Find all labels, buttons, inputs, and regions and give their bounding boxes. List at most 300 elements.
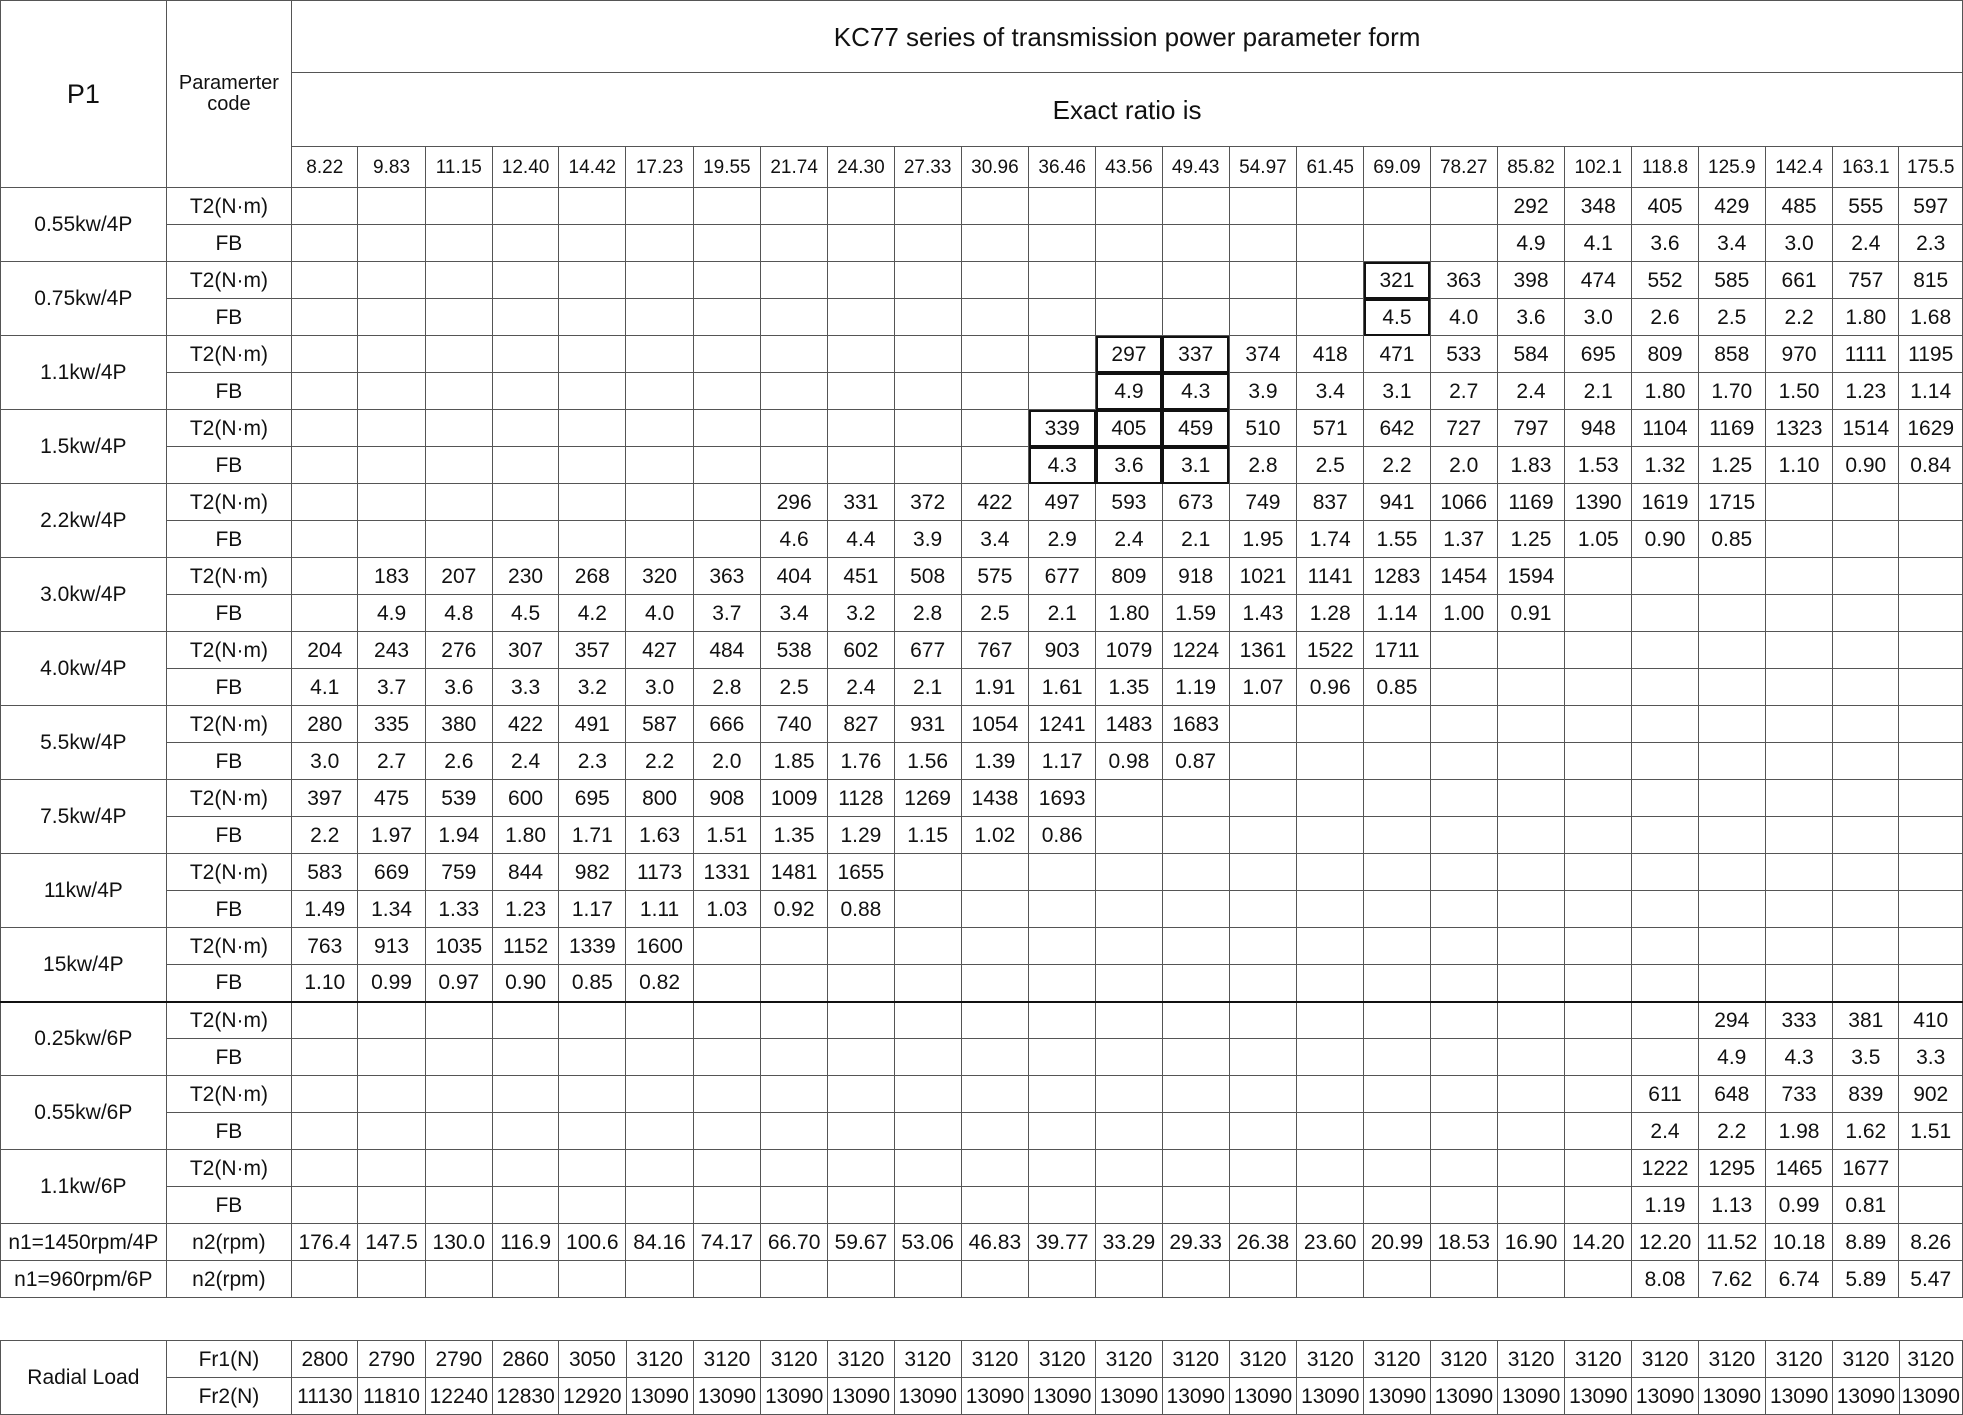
torque-cell <box>1899 558 1963 595</box>
service-factor-cell: 0.96 <box>1297 669 1364 706</box>
radial-load-fr2-cell: 12240 <box>425 1378 492 1415</box>
radial-load-fr1-cell: 3120 <box>693 1341 760 1378</box>
torque-cell <box>292 484 358 521</box>
output-speed-cell: 53.06 <box>894 1224 961 1261</box>
output-speed-cell <box>425 1261 492 1298</box>
torque-cell <box>559 484 626 521</box>
service-factor-cell <box>1297 1113 1364 1150</box>
service-factor-cell: 1.70 <box>1698 373 1765 410</box>
service-factor-cell <box>1497 669 1564 706</box>
service-factor-cell: 2.7 <box>1430 373 1497 410</box>
torque-cell <box>1698 854 1765 891</box>
torque-cell <box>1029 1076 1096 1113</box>
torque-cell <box>1229 706 1296 743</box>
service-factor-cell: 2.1 <box>1565 373 1632 410</box>
radial-load-fr1-cell: 3120 <box>1899 1341 1962 1378</box>
service-factor-cell <box>1632 1039 1698 1076</box>
torque-cell <box>1096 262 1162 299</box>
torque-cell <box>1632 780 1698 817</box>
service-factor-cell: 1.14 <box>1899 373 1963 410</box>
torque-cell: 484 <box>693 632 760 669</box>
torque-cell: 673 <box>1162 484 1229 521</box>
table-row <box>1 1150 1963 1187</box>
torque-cell <box>894 336 961 373</box>
service-factor-cell <box>1029 1113 1096 1150</box>
radial-load-fr1-cell: 3120 <box>1096 1341 1162 1378</box>
service-factor-cell: 4.5 <box>1364 299 1430 336</box>
service-factor-cell <box>492 1187 558 1224</box>
ratio-cell: 17.23 <box>626 147 693 188</box>
torque-cell <box>1565 928 1632 965</box>
torque-cell <box>1632 632 1698 669</box>
output-speed-cell: 18.53 <box>1430 1224 1497 1261</box>
service-factor-cell: 2.3 <box>1899 225 1963 262</box>
torque-cell: 539 <box>425 780 492 817</box>
torque-cell: 1361 <box>1229 632 1296 669</box>
radial-load-fr1-cell: 3120 <box>626 1341 693 1378</box>
service-factor-cell <box>693 521 760 558</box>
param-code-fb: FB <box>166 965 292 1002</box>
torque-cell <box>693 928 760 965</box>
service-factor-cell <box>1565 743 1632 780</box>
torque-cell: 1465 <box>1765 1150 1832 1187</box>
service-factor-cell <box>1096 965 1162 1002</box>
output-speed-cell <box>1162 1261 1229 1298</box>
torque-cell: 418 <box>1297 336 1364 373</box>
torque-cell <box>1096 780 1162 817</box>
param-code-t2: T2(N·m) <box>166 632 292 669</box>
torque-cell <box>1899 780 1963 817</box>
torque-cell: 552 <box>1632 262 1698 299</box>
service-factor-cell: 2.2 <box>626 743 693 780</box>
power-cell: 2.2kw/4P <box>1 484 167 558</box>
service-factor-cell <box>1565 669 1632 706</box>
radial-load-fr1-cell: 3120 <box>1162 1341 1229 1378</box>
service-factor-cell: 4.9 <box>1698 1039 1765 1076</box>
service-factor-cell <box>1698 669 1765 706</box>
torque-cell <box>1364 928 1430 965</box>
service-factor-cell <box>1364 1187 1430 1224</box>
service-factor-cell <box>492 1039 558 1076</box>
service-factor-cell <box>358 1113 425 1150</box>
service-factor-cell <box>492 225 558 262</box>
torque-cell <box>559 188 626 225</box>
ratio-cell: 175.5 <box>1899 147 1963 188</box>
param-code-t2: T2(N·m) <box>166 1002 292 1039</box>
torque-cell: 858 <box>1698 336 1765 373</box>
torque-cell: 331 <box>828 484 894 521</box>
radial-load-fr2-cell: 13090 <box>1565 1378 1632 1415</box>
service-factor-cell: 2.4 <box>1833 225 1899 262</box>
service-factor-cell: 1.35 <box>760 817 827 854</box>
param-code-fb: FB <box>166 373 292 410</box>
torque-cell <box>1833 928 1899 965</box>
service-factor-cell <box>1364 817 1430 854</box>
ratio-cell: 8.22 <box>292 147 358 188</box>
service-factor-cell <box>1162 1187 1229 1224</box>
service-factor-cell: 2.4 <box>1497 373 1564 410</box>
radial-load-fr1-cell: 3120 <box>1297 1341 1364 1378</box>
service-factor-cell: 3.0 <box>1765 225 1832 262</box>
torque-cell <box>1364 854 1430 891</box>
service-factor-cell <box>1565 595 1632 632</box>
torque-cell <box>1899 484 1963 521</box>
param-code-fb: FB <box>166 1113 292 1150</box>
service-factor-cell <box>1765 891 1832 928</box>
table-row <box>1 632 1963 669</box>
radial-load-fr1-cell: 3120 <box>828 1341 894 1378</box>
service-factor-cell: 2.5 <box>760 669 827 706</box>
param-code-fb: FB <box>166 817 292 854</box>
service-factor-cell <box>626 299 693 336</box>
service-factor-cell <box>1229 817 1296 854</box>
torque-cell <box>1229 188 1296 225</box>
service-factor-cell: 1.61 <box>1029 669 1096 706</box>
service-factor-cell: 2.8 <box>693 669 760 706</box>
output-speed-cell <box>292 1261 358 1298</box>
radial-load-fr1-cell: 2860 <box>492 1341 558 1378</box>
torque-cell: 809 <box>1632 336 1698 373</box>
torque-cell: 510 <box>1229 410 1296 447</box>
torque-cell <box>1297 780 1364 817</box>
parameter-code-header: Paramerter code <box>166 1 292 188</box>
ratio-cell: 11.15 <box>425 147 492 188</box>
service-factor-cell <box>961 299 1028 336</box>
output-speed-cell: 59.67 <box>828 1224 894 1261</box>
torque-cell <box>1430 632 1497 669</box>
service-factor-cell <box>1229 891 1296 928</box>
torque-cell <box>1833 854 1899 891</box>
service-factor-cell: 4.9 <box>358 595 425 632</box>
torque-cell <box>1765 558 1832 595</box>
torque-cell <box>1497 780 1564 817</box>
param-code-t2: T2(N·m) <box>166 410 292 447</box>
torque-cell: 268 <box>559 558 626 595</box>
torque-cell: 451 <box>828 558 894 595</box>
radial-load-fr2-cell: 13090 <box>1899 1378 1962 1415</box>
torque-cell: 1054 <box>961 706 1028 743</box>
service-factor-cell <box>626 1187 693 1224</box>
torque-cell: 733 <box>1765 1076 1832 1113</box>
torque-cell <box>961 336 1028 373</box>
power-cell: 0.55kw/6P <box>1 1076 167 1150</box>
output-speed-cell <box>1029 1261 1096 1298</box>
service-factor-cell: 2.9 <box>1029 521 1096 558</box>
service-factor-cell <box>961 1039 1028 1076</box>
radial-load-fr1-cell: 3050 <box>559 1341 626 1378</box>
table-title: KC77 series of transmission power parameter form <box>292 1 1963 73</box>
torque-cell <box>894 928 961 965</box>
torque-cell: 497 <box>1029 484 1096 521</box>
torque-cell <box>1029 1150 1096 1187</box>
torque-cell: 1522 <box>1297 632 1364 669</box>
torque-cell: 584 <box>1497 336 1564 373</box>
service-factor-cell <box>1565 965 1632 1002</box>
service-factor-cell <box>1899 891 1963 928</box>
torque-cell: 1066 <box>1430 484 1497 521</box>
output-speed-cell: 14.20 <box>1565 1224 1632 1261</box>
service-factor-cell: 3.0 <box>626 669 693 706</box>
radial-load-fr1-cell: 3120 <box>1766 1341 1833 1378</box>
torque-cell <box>1162 854 1229 891</box>
torque-cell <box>292 336 358 373</box>
torque-cell <box>1229 1002 1296 1039</box>
torque-cell <box>1430 780 1497 817</box>
radial-load-fr1-cell: 3120 <box>1698 1341 1765 1378</box>
torque-cell <box>1364 1076 1430 1113</box>
radial-load-fr2-cell: 13090 <box>1497 1378 1564 1415</box>
torque-cell: 348 <box>1565 188 1632 225</box>
service-factor-cell <box>1698 965 1765 1002</box>
service-factor-cell: 3.3 <box>492 669 558 706</box>
service-factor-cell <box>1364 1039 1430 1076</box>
radial-load-fr2-cell: 13090 <box>1029 1378 1096 1415</box>
torque-cell <box>1364 780 1430 817</box>
torque-cell <box>1096 188 1162 225</box>
torque-cell <box>1632 558 1698 595</box>
service-factor-cell <box>425 521 492 558</box>
param-code-fb: FB <box>166 669 292 706</box>
param-code-fb: FB <box>166 1187 292 1224</box>
service-factor-cell: 2.4 <box>828 669 894 706</box>
power-cell: 4.0kw/4P <box>1 632 167 706</box>
ratio-cell: 27.33 <box>894 147 961 188</box>
torque-cell: 669 <box>358 854 425 891</box>
torque-cell <box>1364 1002 1430 1039</box>
service-factor-cell: 1.80 <box>492 817 558 854</box>
radial-load-fr1-cell: 2790 <box>358 1341 425 1378</box>
service-factor-cell <box>1297 743 1364 780</box>
torque-cell: 593 <box>1096 484 1162 521</box>
output-speed-cell: 7.62 <box>1698 1261 1765 1298</box>
service-factor-cell <box>760 965 827 1002</box>
power-cell: 15kw/4P <box>1 928 167 1002</box>
service-factor-cell <box>1096 817 1162 854</box>
torque-cell: 230 <box>492 558 558 595</box>
service-factor-cell <box>425 225 492 262</box>
output-speed-cell: 8.08 <box>1632 1261 1698 1298</box>
service-factor-cell: 0.84 <box>1899 447 1963 484</box>
torque-cell <box>693 1076 760 1113</box>
service-factor-cell <box>492 373 558 410</box>
radial-load-fr2-cell: 13090 <box>761 1378 828 1415</box>
torque-cell <box>1029 188 1096 225</box>
radial-load-table <box>0 1340 1963 1415</box>
torque-cell <box>961 1002 1028 1039</box>
torque-cell <box>559 1002 626 1039</box>
table-row <box>1 1378 1963 1415</box>
torque-cell <box>1430 188 1497 225</box>
torque-cell: 398 <box>1497 262 1564 299</box>
service-factor-cell <box>1297 225 1364 262</box>
service-factor-cell <box>626 521 693 558</box>
service-factor-cell: 1.25 <box>1497 521 1564 558</box>
torque-cell <box>1162 1076 1229 1113</box>
service-factor-cell: 1.59 <box>1162 595 1229 632</box>
service-factor-cell: 1.19 <box>1632 1187 1698 1224</box>
torque-cell: 1128 <box>828 780 894 817</box>
service-factor-cell: 1.10 <box>292 965 358 1002</box>
torque-cell <box>492 262 558 299</box>
torque-cell <box>1497 854 1564 891</box>
service-factor-cell: 2.5 <box>1297 447 1364 484</box>
torque-cell <box>1162 262 1229 299</box>
service-factor-cell <box>760 373 827 410</box>
torque-cell: 471 <box>1364 336 1430 373</box>
service-factor-cell <box>1029 1039 1096 1076</box>
torque-cell: 1683 <box>1162 706 1229 743</box>
service-factor-cell <box>1765 521 1832 558</box>
service-factor-cell <box>626 1113 693 1150</box>
service-factor-cell <box>1833 965 1899 1002</box>
torque-cell <box>693 1002 760 1039</box>
table-row <box>1 373 1963 410</box>
output-speed-cell <box>1497 1261 1564 1298</box>
service-factor-cell <box>1430 1039 1497 1076</box>
torque-cell <box>1229 1150 1296 1187</box>
service-factor-cell: 2.5 <box>1698 299 1765 336</box>
torque-cell <box>626 262 693 299</box>
service-factor-cell: 0.92 <box>760 891 827 928</box>
table-row <box>1 1076 1963 1113</box>
service-factor-cell: 3.6 <box>1096 447 1162 484</box>
torque-cell: 948 <box>1565 410 1632 447</box>
service-factor-cell: 1.02 <box>961 817 1028 854</box>
service-factor-cell <box>1096 891 1162 928</box>
output-speed-cell: 130.0 <box>425 1224 492 1261</box>
output-speed-cell: 6.74 <box>1765 1261 1832 1298</box>
ratio-cell: 142.4 <box>1765 147 1832 188</box>
service-factor-cell: 3.0 <box>292 743 358 780</box>
torque-cell <box>626 1150 693 1187</box>
ratio-cell: 125.9 <box>1698 147 1765 188</box>
service-factor-cell: 0.91 <box>1497 595 1564 632</box>
service-factor-cell: 3.1 <box>1364 373 1430 410</box>
ratio-cell: 49.43 <box>1162 147 1229 188</box>
torque-cell: 1339 <box>559 928 626 965</box>
torque-cell <box>1162 1150 1229 1187</box>
service-factor-cell <box>1497 1113 1564 1150</box>
power-cell: 1.5kw/4P <box>1 410 167 484</box>
service-factor-cell: 3.7 <box>693 595 760 632</box>
torque-cell: 571 <box>1297 410 1364 447</box>
ratio-cell: 12.40 <box>492 147 558 188</box>
service-factor-cell: 0.97 <box>425 965 492 1002</box>
service-factor-cell <box>894 965 961 1002</box>
torque-cell <box>1497 1150 1564 1187</box>
torque-cell: 372 <box>894 484 961 521</box>
torque-cell: 902 <box>1899 1076 1963 1113</box>
torque-cell: 587 <box>626 706 693 743</box>
service-factor-cell: 1.55 <box>1364 521 1430 558</box>
torque-cell: 800 <box>626 780 693 817</box>
service-factor-cell <box>828 965 894 1002</box>
service-factor-cell: 1.74 <box>1297 521 1364 558</box>
radial-load-label: Radial Load <box>1 1341 167 1415</box>
torque-cell <box>760 262 827 299</box>
torque-cell <box>1297 1150 1364 1187</box>
radial-load-fr2-cell: 13090 <box>1766 1378 1833 1415</box>
output-speed-cell: 8.89 <box>1833 1224 1899 1261</box>
torque-cell <box>1565 1150 1632 1187</box>
service-factor-cell <box>693 299 760 336</box>
service-factor-cell: 1.97 <box>358 817 425 854</box>
service-factor-cell: 1.51 <box>1899 1113 1963 1150</box>
table-row <box>1 595 1963 632</box>
torque-cell: 1454 <box>1430 558 1497 595</box>
torque-cell: 1295 <box>1698 1150 1765 1187</box>
torque-cell: 1224 <box>1162 632 1229 669</box>
service-factor-cell <box>894 1039 961 1076</box>
service-factor-cell: 0.98 <box>1096 743 1162 780</box>
radial-load-fr2-cell: 13090 <box>1297 1378 1364 1415</box>
service-factor-cell: 4.1 <box>292 669 358 706</box>
radial-load-fr2-cell: 13090 <box>828 1378 894 1415</box>
service-factor-cell: 2.2 <box>292 817 358 854</box>
torque-cell: 333 <box>1765 1002 1832 1039</box>
service-factor-cell: 2.7 <box>358 743 425 780</box>
torque-cell: 485 <box>1765 188 1832 225</box>
service-factor-cell <box>693 225 760 262</box>
table-row <box>1 225 1963 262</box>
torque-cell <box>1765 780 1832 817</box>
service-factor-cell: 1.53 <box>1565 447 1632 484</box>
torque-cell <box>961 188 1028 225</box>
service-factor-cell <box>961 373 1028 410</box>
torque-cell <box>1899 1150 1963 1187</box>
radial-load-fr2-cell: 13090 <box>1833 1378 1899 1415</box>
torque-cell <box>693 188 760 225</box>
service-factor-cell <box>693 447 760 484</box>
service-factor-cell: 1.32 <box>1632 447 1698 484</box>
torque-cell: 815 <box>1899 262 1963 299</box>
torque-cell <box>961 410 1028 447</box>
torque-cell <box>559 262 626 299</box>
service-factor-cell: 1.94 <box>425 817 492 854</box>
service-factor-cell: 1.95 <box>1229 521 1296 558</box>
service-factor-cell <box>425 447 492 484</box>
torque-cell: 533 <box>1430 336 1497 373</box>
power-cell: 11kw/4P <box>1 854 167 928</box>
torque-cell: 1331 <box>693 854 760 891</box>
service-factor-cell <box>1096 225 1162 262</box>
torque-cell <box>1565 1002 1632 1039</box>
service-factor-cell: 0.99 <box>358 965 425 1002</box>
torque-cell: 183 <box>358 558 425 595</box>
table-row <box>1 706 1963 743</box>
torque-cell: 931 <box>894 706 961 743</box>
torque-cell: 903 <box>1029 632 1096 669</box>
torque-cell: 1111 <box>1833 336 1899 373</box>
output-speed-cell <box>961 1261 1028 1298</box>
service-factor-cell: 3.6 <box>1632 225 1698 262</box>
torque-cell <box>1029 336 1096 373</box>
torque-cell: 695 <box>1565 336 1632 373</box>
torque-cell <box>1430 1076 1497 1113</box>
torque-cell <box>559 1076 626 1113</box>
torque-cell: 363 <box>1430 262 1497 299</box>
output-speed-cell <box>1229 1261 1296 1298</box>
torque-cell <box>1899 928 1963 965</box>
torque-cell <box>1297 706 1364 743</box>
service-factor-cell <box>1029 225 1096 262</box>
torque-cell <box>1765 854 1832 891</box>
output-speed-cell: 16.90 <box>1497 1224 1564 1261</box>
service-factor-cell <box>760 299 827 336</box>
torque-cell <box>961 1076 1028 1113</box>
table-row <box>1 669 1963 706</box>
torque-cell <box>1698 632 1765 669</box>
